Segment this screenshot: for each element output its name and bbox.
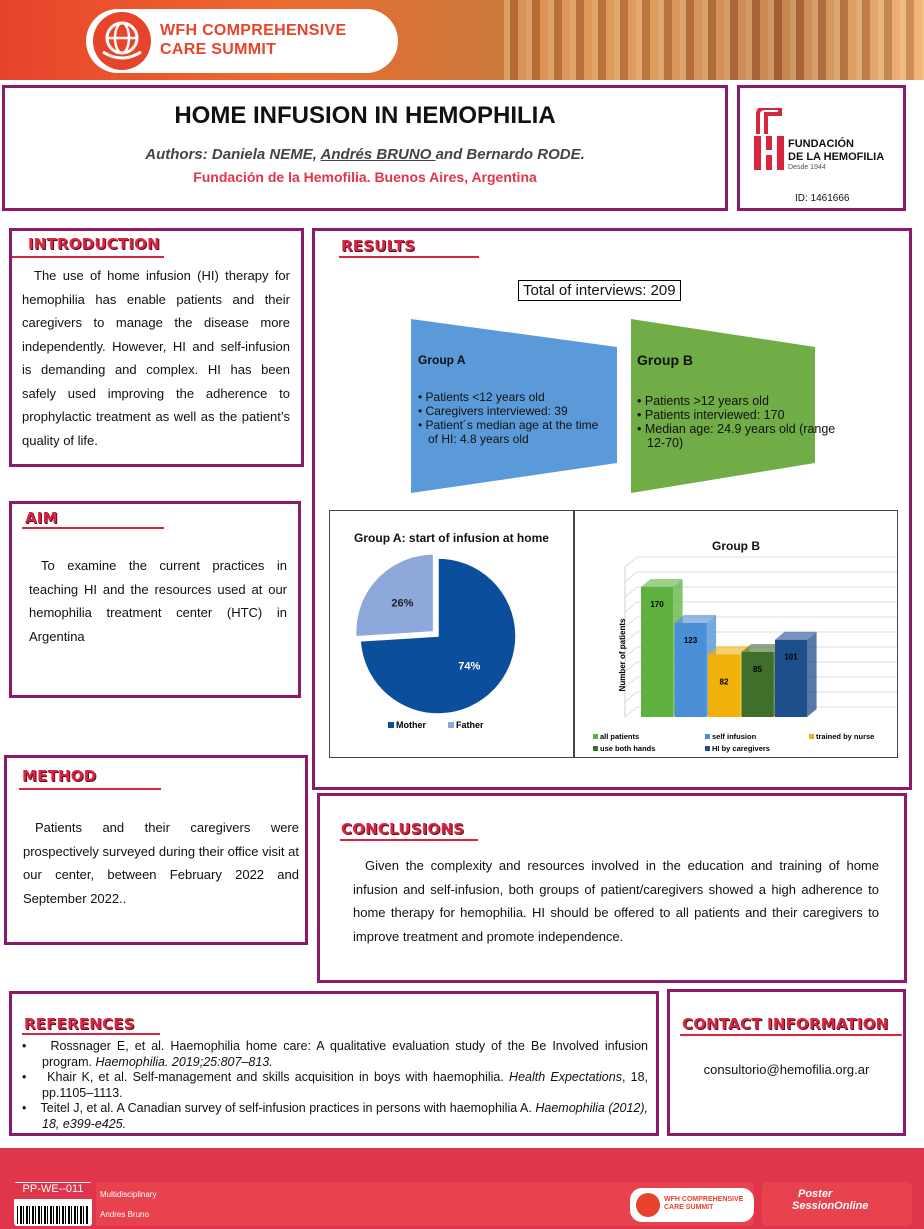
grid-line (625, 692, 637, 702)
bar-data-label: 170 (650, 599, 664, 609)
bar-data-label: 85 (753, 664, 762, 674)
results-heading: RESULTS (341, 237, 416, 255)
group-b-title: Group B (637, 352, 693, 368)
legend-swatch (593, 734, 598, 739)
grid-line (625, 602, 637, 612)
group-b-bullet: • Patients interviewed: 170 (637, 408, 785, 422)
pie-slice-father (356, 554, 434, 637)
authors-suffix: and Bernardo RODE. (435, 146, 585, 163)
bar-data-label: 101 (784, 652, 798, 662)
aim-heading: AIM (25, 509, 58, 527)
introduction-heading: INTRODUCTION (28, 235, 160, 253)
section-underline (339, 256, 479, 258)
reference-list (22, 1039, 648, 1132)
barcode (17, 1206, 89, 1224)
legend-label: self infusion (712, 732, 757, 741)
conclusions-box (317, 793, 907, 983)
contact-heading: CONTACT INFORMATION (682, 1015, 889, 1033)
method-text: Patients and their caregivers were prospectively surveyed during their office visit at our center, between February 2022 and September 2022.. (23, 820, 299, 906)
legend-swatch (593, 746, 598, 751)
section-underline (680, 1034, 902, 1036)
footer-brand-pill (630, 1188, 754, 1222)
legend-label: Mother (396, 720, 426, 730)
footer-author: Andres Bruno (100, 1210, 149, 1219)
legend-label: trained by nurse (816, 732, 875, 741)
bar-side (807, 632, 817, 717)
contact-email[interactable]: consultorio@hemofilia.org.ar (703, 1062, 870, 1077)
pie-data-label: 74% (458, 660, 481, 673)
group-b-bullet: • Patients >12 years old (637, 394, 769, 408)
bar-chart-title: Group B (712, 539, 760, 553)
globe-logo-icon (636, 1193, 660, 1217)
section-underline (12, 256, 164, 258)
group-b-bullet: • Median age: 24.9 years old (range 12-70) (637, 422, 836, 450)
introduction-text: The use of home infusion (HI) therapy for hemophilia has enable patients and their caregivers to manage the disease more independently. However, HI and self-infusion is demanding and complex. HI has been safely used improving the adherence to prophylactic treatment as well as the patient’s quality of life. (22, 268, 290, 448)
authors-line (5, 146, 725, 163)
title-box (2, 85, 728, 211)
pie-chart-title: Group A: start of infusion at home (354, 531, 549, 545)
total-interviews: Total of interviews: 209 (518, 280, 681, 301)
section-underline (22, 527, 164, 529)
hemofilia-logo-icon (754, 108, 784, 170)
pie-chart (330, 511, 573, 757)
org-name-line1: FUNDACIÓN (788, 138, 854, 150)
legend-label: all patients (600, 732, 640, 741)
contact-box (667, 989, 906, 1136)
footer-bar (0, 1148, 924, 1178)
method-box (4, 755, 308, 945)
globe-logo-icon (93, 12, 151, 70)
legend-swatch (448, 722, 454, 728)
grid-line (625, 572, 637, 582)
pso-line1: Poster (798, 1188, 833, 1200)
bar-chart (575, 511, 897, 757)
bar-HI-by-caregivers (775, 640, 807, 717)
bar-data-label: 123 (683, 635, 698, 645)
method-heading: METHOD (22, 767, 97, 785)
header-banner (0, 0, 924, 80)
aim-box (9, 501, 301, 698)
group-a-title: Group A (418, 353, 466, 367)
grid-line (625, 707, 637, 717)
poster-code: PP-WE--011 (14, 1183, 92, 1199)
org-since: Desde 1944 (788, 164, 826, 171)
legend-swatch (705, 734, 710, 739)
y-axis-label: Number of patients (618, 618, 627, 692)
org-name-line2: DE LA HEMOFILIA (788, 151, 885, 163)
logo-box (737, 85, 906, 211)
legend-swatch (809, 734, 814, 739)
section-underline (22, 1033, 160, 1035)
footer-info (96, 1182, 754, 1226)
legend-swatch (388, 722, 394, 728)
section-underline (340, 839, 478, 841)
legend-label: HI by caregivers (712, 744, 770, 753)
abstract-id: ID: 1461666 (795, 193, 850, 204)
postersession-logo[interactable] (762, 1182, 912, 1226)
group-a-bullet: • Caregivers interviewed: 39 (418, 404, 568, 418)
affiliation: Fundación de la Hemofilia. Buenos Aires, Argentina (193, 169, 537, 185)
bar-chart-frame (574, 510, 898, 758)
reference-item: • Teitel J, et al. A Canadian survey of self-infusion practices in persons with haemophilia A. Haemophilia (2012), 18, e399-e425. (22, 1101, 648, 1131)
footer (0, 1178, 924, 1229)
group-a-bullets (418, 390, 603, 446)
section-underline (19, 788, 161, 790)
pso-line2: SessionOnline (792, 1200, 869, 1212)
poster-title: HOME INFUSION IN HEMOPHILIA (174, 102, 556, 129)
bar-use-both-hands (742, 652, 774, 717)
reference-item: • Khair K, et al. Self-management and skills acquisition in boys with haemophilia. Health Expectations, 18, pp.1105–1113. (22, 1070, 648, 1100)
legend-swatch (705, 746, 710, 751)
references-heading: REFERENCES (24, 1015, 135, 1033)
authors-prefix: Authors: Daniela NEME, (145, 146, 321, 163)
brand-line1: WFH COMPREHENSIVE (160, 22, 347, 39)
grid-line (625, 557, 637, 567)
group-a-bullet: • Patients <12 years old (418, 390, 545, 404)
presenting-author-link[interactable]: Andrés BRUNO (320, 146, 436, 163)
code-card (14, 1182, 92, 1226)
references-box (9, 991, 659, 1136)
footer-brand-line2: CARE SUMMIT (664, 1204, 714, 1211)
pie-chart-frame (329, 510, 574, 758)
aim-text: To examine the current practices in teaching HI and the resources used at our hemophilia treatment center (HTC) in Argentina (29, 558, 287, 644)
group-a-bullet: • Patient´s median age at the time of HI: 4.8 years old (418, 418, 599, 446)
introduction-box (9, 228, 304, 467)
conclusions-heading: CONCLUSIONS (341, 820, 465, 838)
bar-data-label: 82 (719, 677, 729, 687)
brand-line2: CARE SUMMIT (160, 41, 277, 58)
reference-item: • Rossnager E, et al. Haemophilia home care: A qualitative evaluation study of the Be Involved infusion program. Haemophilia. 2019;25:807–813. (22, 1039, 648, 1069)
group-b-bullets (637, 394, 837, 450)
legend-label: Father (456, 720, 484, 730)
city-photo (504, 0, 924, 80)
grid-line (625, 587, 637, 597)
footer-brand-line1: WFH COMPREHENSIVE (664, 1196, 744, 1203)
legend-label: use both hands (600, 744, 656, 753)
conclusions-text: Given the complexity and resources involved in the education and training of home infusion and self-infusion, both groups of patient/caregivers showed a high adherence to home therapy for hemophilia. HI should be offered to all patients and their caregivers to improve treatment and promote independence. (353, 858, 879, 944)
results-box (312, 228, 912, 790)
pie-data-label: 26% (391, 597, 414, 610)
footer-category: Multidisciplinary (100, 1190, 157, 1199)
